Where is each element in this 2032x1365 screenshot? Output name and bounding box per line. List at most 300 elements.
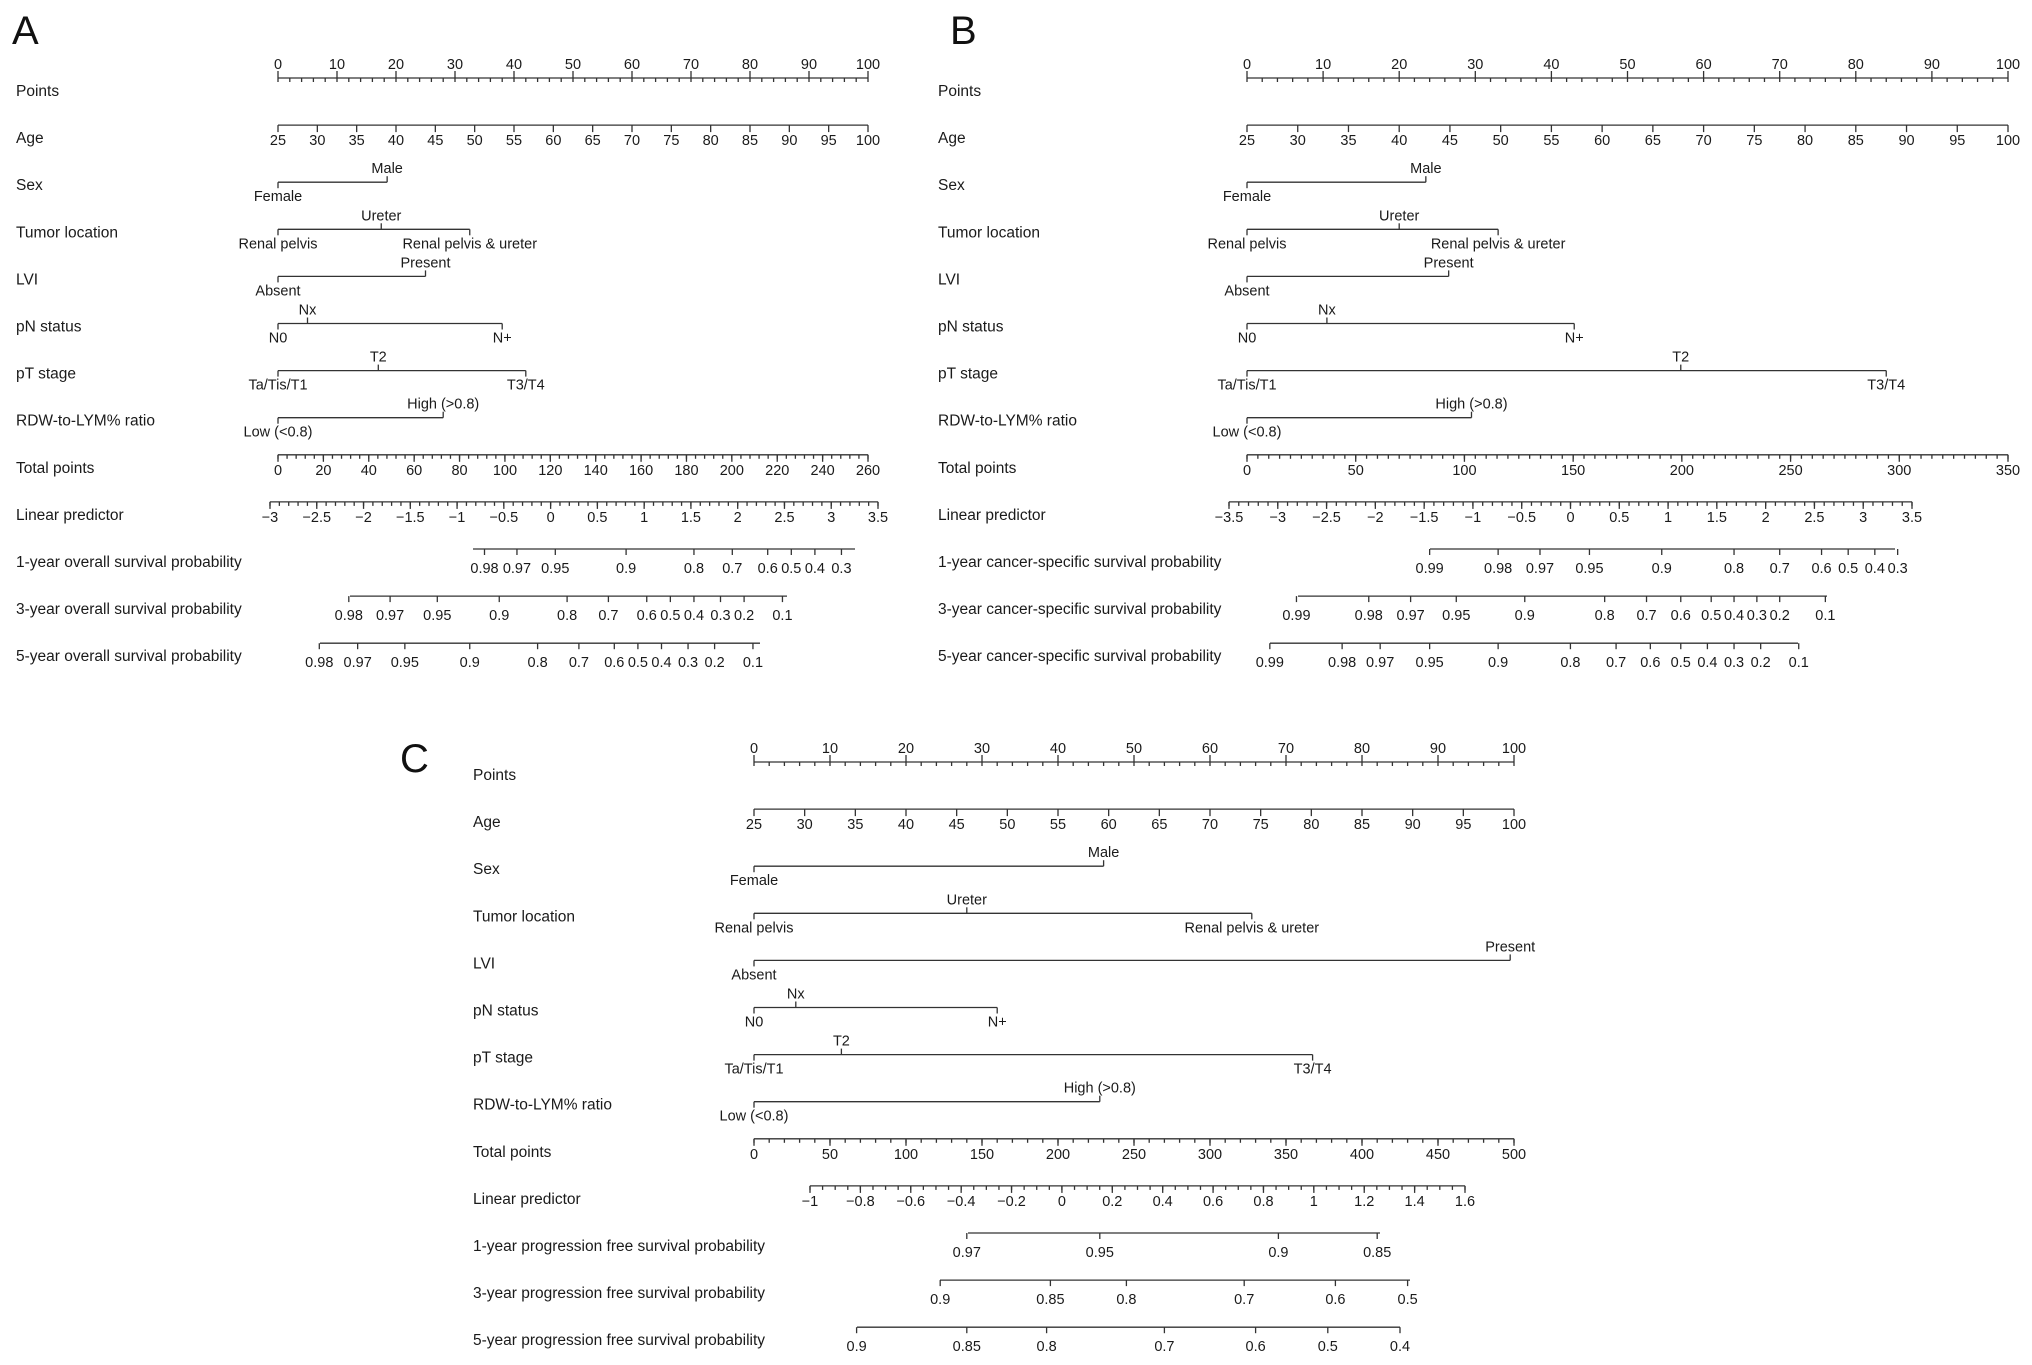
tick-label: 200 <box>1045 1146 1071 1163</box>
tick-label: 3 <box>1859 509 1868 526</box>
category-label: Absent <box>1224 283 1270 300</box>
panel-letter: C <box>400 737 429 781</box>
category-label: High (>0.8) <box>1435 396 1508 413</box>
probability-label: 0.95 <box>390 655 419 672</box>
row-label: Points <box>473 767 517 784</box>
probability-label: 0.85 <box>952 1339 981 1356</box>
row-5-year-cancer-specific-survival-probability <box>938 643 1809 671</box>
row-label: 3-year cancer-specific survival probability <box>938 601 1222 619</box>
row-pt-stage <box>473 1034 1332 1078</box>
tick-label: 35 <box>1340 133 1357 150</box>
tick-label: −2 <box>1367 509 1384 526</box>
row-label: pT stage <box>16 365 77 383</box>
probability-label: 0.95 <box>1442 608 1471 625</box>
tick-label: 60 <box>406 462 423 479</box>
tick-label: 60 <box>623 57 641 73</box>
tick-label: 350 <box>1995 462 2021 479</box>
tick-label: 20 <box>1391 57 1408 73</box>
category-label: T2 <box>832 1033 850 1050</box>
row-5-year-overall-survival-probability <box>16 643 763 671</box>
tick-label: 0 <box>546 509 555 526</box>
tick-label: 100 <box>1995 57 2021 73</box>
tick-label: 70 <box>1695 133 1712 150</box>
probability-label: 0.8 <box>1116 1292 1137 1309</box>
row-label: 5-year progression free survival probability <box>473 1332 766 1350</box>
row-label: LVI <box>938 271 961 289</box>
tick-label: −2.5 <box>302 509 332 526</box>
tick-label: 10 <box>821 741 839 757</box>
tick-label: −1 <box>1464 509 1482 526</box>
probability-label: 0.85 <box>1036 1292 1065 1309</box>
probability-label: 0.95 <box>1575 561 1604 577</box>
tick-label: 30 <box>309 133 326 150</box>
probability-label: 0.98 <box>334 608 363 625</box>
category-label: N+ <box>492 330 512 347</box>
probability-label: 0.8 <box>1560 655 1581 672</box>
row-label: Linear predictor <box>938 506 1046 524</box>
tick-label: 90 <box>781 133 798 150</box>
category-label: N0 <box>1237 330 1257 347</box>
tick-label: 180 <box>674 462 699 479</box>
tick-label: 2 <box>1761 509 1770 526</box>
probability-label: 0.6 <box>1670 608 1691 625</box>
row-label: 3-year progression free survival probability <box>473 1285 766 1303</box>
tick-label: 45 <box>1441 133 1459 150</box>
category-label: T2 <box>1672 349 1690 366</box>
tick-label: −0.8 <box>846 1193 875 1210</box>
probability-label: 0.9 <box>459 655 480 672</box>
tick-label: 20 <box>387 57 405 73</box>
tick-label: 55 <box>1543 133 1560 150</box>
tick-label: 10 <box>1315 57 1332 73</box>
panel-a <box>12 9 888 671</box>
tick-label: 500 <box>1501 1146 1527 1163</box>
category-label: N+ <box>1564 330 1584 347</box>
row-pn-status <box>938 303 1584 347</box>
row-label: Age <box>16 130 44 148</box>
row-label: Points <box>938 83 982 100</box>
tick-label: 95 <box>1455 817 1472 834</box>
tick-label: 40 <box>1543 57 1560 73</box>
row-3-year-overall-survival-probability <box>16 596 793 624</box>
probability-label: 0.98 <box>1354 608 1383 625</box>
tick-label: −0.5 <box>489 509 519 526</box>
probability-label: 0.9 <box>616 561 637 577</box>
probability-label: 0.97 <box>1366 655 1395 672</box>
row-total-points <box>938 455 2020 479</box>
row-age <box>473 809 1526 833</box>
row-linear-predictor <box>16 502 888 526</box>
tick-label: 80 <box>1847 57 1864 73</box>
tick-label: −0.5 <box>1507 509 1537 526</box>
probability-label: 0.8 <box>1723 561 1745 577</box>
probability-label: 0.5 <box>1317 1339 1338 1356</box>
row-1-year-cancer-specific-survival-probability <box>938 549 1908 577</box>
probability-label: 0.4 <box>683 608 705 625</box>
tick-label: 2 <box>733 509 742 526</box>
row-tumor-location <box>16 208 537 252</box>
tick-label: 1 <box>1309 1193 1318 1210</box>
tick-label: 70 <box>682 57 700 73</box>
category-label: Present <box>400 255 451 272</box>
tick-label: 50 <box>999 817 1016 834</box>
tick-label: −2.5 <box>1312 509 1341 526</box>
category-label: Absent <box>255 283 301 300</box>
tick-label: 70 <box>623 133 641 150</box>
tick-label: 1.4 <box>1404 1193 1425 1210</box>
tick-label: 30 <box>1467 57 1484 73</box>
probability-label: 0.6 <box>604 655 625 672</box>
tick-label: 160 <box>628 462 654 479</box>
tick-label: 95 <box>820 133 837 150</box>
tick-label: 65 <box>1151 817 1168 834</box>
tick-label: 260 <box>855 462 881 479</box>
tick-label: 80 <box>451 462 468 479</box>
tick-label: 90 <box>800 57 818 73</box>
category-label: Renal pelvis & ureter <box>1430 236 1566 253</box>
category-label: Ta/Tis/T1 <box>1217 377 1277 394</box>
category-label: Absent <box>731 967 777 984</box>
panel-letter: B <box>950 9 977 53</box>
tick-label: 200 <box>719 462 744 479</box>
row-rdw-to-lym-ratio <box>473 1081 1136 1125</box>
probability-label: 0.3 <box>831 561 852 577</box>
tick-label: 70 <box>1771 57 1788 73</box>
category-label: Female <box>1222 189 1272 206</box>
probability-label: 0.97 <box>502 561 532 577</box>
tick-label: 50 <box>466 133 483 150</box>
tick-label: 20 <box>897 741 915 757</box>
row-linear-predictor <box>473 1186 1475 1210</box>
probability-label: 0.99 <box>1282 608 1311 625</box>
tick-label: 45 <box>427 133 444 150</box>
tick-label: 80 <box>1796 133 1814 150</box>
tick-label: 300 <box>1197 1146 1223 1163</box>
category-label: Renal pelvis <box>238 236 318 253</box>
tick-label: 250 <box>1121 1146 1147 1163</box>
tick-label: 450 <box>1425 1146 1451 1163</box>
tick-label: 100 <box>1501 817 1527 834</box>
probability-label: 0.7 <box>598 608 619 625</box>
panel-letter: A <box>12 9 39 53</box>
tick-label: 0 <box>273 57 283 73</box>
tick-label: 60 <box>1100 817 1117 834</box>
category-label: Ureter <box>946 892 987 909</box>
probability-label: 0.8 <box>683 561 705 577</box>
probability-label: 0.4 <box>804 561 825 577</box>
probability-label: 0.7 <box>1636 608 1657 625</box>
probability-label: 0.4 <box>1864 561 1885 577</box>
tick-label: 100 <box>492 462 518 479</box>
row-label: Total points <box>938 459 1017 477</box>
tick-label: 250 <box>1778 462 1803 479</box>
probability-label: 0.95 <box>423 608 452 625</box>
tick-label: 0 <box>273 462 283 479</box>
tick-label: 35 <box>348 133 365 150</box>
tick-label: 50 <box>1347 462 1364 479</box>
row-label: Sex <box>473 861 500 879</box>
category-label: Renal pelvis & ureter <box>1184 920 1320 937</box>
probability-label: 0.8 <box>557 608 578 625</box>
tick-label: 10 <box>328 57 346 73</box>
row-label: 3-year overall survival probability <box>16 601 242 619</box>
tick-label: −0.6 <box>896 1193 926 1210</box>
tick-label: −1.5 <box>395 509 425 526</box>
row-label: Age <box>938 130 966 148</box>
row-label: Tumor location <box>16 224 118 242</box>
tick-label: 35 <box>847 817 864 834</box>
tick-label: 50 <box>1125 741 1143 757</box>
tick-label: 75 <box>1746 133 1763 150</box>
tick-label: 80 <box>702 133 719 150</box>
category-label: N0 <box>744 1014 764 1031</box>
tick-label: 0.5 <box>1609 509 1630 526</box>
tick-label: 3 <box>827 509 836 526</box>
row-label: pN status <box>16 318 82 336</box>
category-label: Renal pelvis <box>1207 236 1287 253</box>
tick-label: 60 <box>545 133 562 150</box>
tick-label: 40 <box>1049 741 1067 757</box>
category-label: N+ <box>987 1014 1007 1031</box>
tick-label: 40 <box>897 817 915 834</box>
row-pt-stage <box>938 350 1905 394</box>
category-label: Low (<0.8) <box>243 424 313 441</box>
probability-label: 0.5 <box>1670 655 1691 672</box>
tick-label: 75 <box>663 133 680 150</box>
row-points <box>473 741 1526 784</box>
tick-label: 30 <box>446 57 464 73</box>
row-1-year-progression-free-survival-probability <box>473 1233 1391 1261</box>
probability-label: 0.5 <box>660 608 681 625</box>
tick-label: 90 <box>1404 817 1421 834</box>
tick-label: 70 <box>1201 817 1219 834</box>
probability-label: 0.3 <box>710 608 731 625</box>
panel-c <box>400 737 1535 1355</box>
tick-label: 1.5 <box>1706 509 1727 526</box>
row-label: 1-year overall survival probability <box>16 554 242 571</box>
tick-label: 90 <box>1429 741 1447 757</box>
probability-label: 0.6 <box>636 608 657 625</box>
row-label: Linear predictor <box>16 506 124 524</box>
tick-label: 20 <box>315 462 332 479</box>
tick-label: −1 <box>448 509 466 526</box>
tick-label: 0.6 <box>1202 1193 1224 1210</box>
tick-label: −2 <box>355 509 372 526</box>
tick-label: −1 <box>801 1193 819 1210</box>
category-label: Nx <box>1318 302 1336 319</box>
row-label: RDW-to-LYM% ratio <box>938 412 1077 430</box>
tick-label: 0.5 <box>587 509 608 526</box>
probability-label: 0.6 <box>757 561 778 577</box>
tick-label: 240 <box>810 462 835 479</box>
probability-label: 0.99 <box>1415 561 1444 577</box>
tick-label: 120 <box>538 462 563 479</box>
tick-label: 100 <box>1501 741 1527 757</box>
row-label: Sex <box>16 177 43 195</box>
tick-label: 85 <box>741 133 759 150</box>
category-label: Ta/Tis/T1 <box>248 377 308 394</box>
probability-label: 0.6 <box>1245 1339 1266 1356</box>
category-label: Ureter <box>1379 208 1420 225</box>
tick-label: 60 <box>1695 57 1712 73</box>
row-label: pT stage <box>473 1049 534 1067</box>
tick-label: 100 <box>1452 462 1477 479</box>
tick-label: 140 <box>583 462 608 479</box>
tick-label: 0.2 <box>1102 1193 1123 1210</box>
panel-b <box>938 9 2020 671</box>
tick-label: 200 <box>1669 462 1694 479</box>
category-label: T2 <box>369 349 387 366</box>
probability-label: 0.5 <box>1838 561 1859 577</box>
probability-label: 0.4 <box>1697 655 1718 672</box>
category-label: Female <box>729 873 779 890</box>
probability-label: 0.95 <box>541 561 570 577</box>
row-label: RDW-to-LYM% ratio <box>16 412 155 430</box>
category-label: T3/T4 <box>1867 377 1906 394</box>
row-tumor-location <box>473 892 1319 936</box>
tick-label: 100 <box>855 133 881 150</box>
tick-label: 90 <box>1923 57 1940 73</box>
row-sex <box>938 161 1442 205</box>
tick-label: 2.5 <box>1804 509 1825 526</box>
tick-label: 0 <box>1242 462 1252 479</box>
probability-label: 0.95 <box>1415 655 1444 672</box>
row-sex <box>16 161 403 205</box>
tick-label: 150 <box>969 1146 995 1163</box>
probability-label: 0.3 <box>1746 608 1767 625</box>
tick-label: 50 <box>564 57 582 73</box>
tick-label: 85 <box>1353 817 1371 834</box>
probability-label: 0.4 <box>651 655 672 672</box>
probability-label: 0.98 <box>1484 561 1513 577</box>
row-5-year-progression-free-survival-probability <box>473 1327 1410 1355</box>
row-total-points <box>16 455 880 479</box>
row-pn-status <box>473 987 1007 1031</box>
category-label: High (>0.8) <box>1063 1080 1136 1097</box>
row-3-year-cancer-specific-survival-probability <box>938 596 1835 624</box>
category-label: Female <box>253 189 303 206</box>
probability-label: 0.4 <box>1389 1339 1411 1356</box>
probability-label: 0.9 <box>930 1292 951 1309</box>
category-label: Present <box>1423 255 1474 272</box>
tick-label: 100 <box>893 1146 919 1163</box>
row-label: pN status <box>473 1002 539 1020</box>
row-lvi <box>16 255 450 299</box>
probability-label: 0.9 <box>1488 655 1509 672</box>
row-lvi <box>473 939 1535 983</box>
row-label: Age <box>473 814 501 832</box>
tick-label: 30 <box>796 817 813 834</box>
tick-label: 400 <box>1349 1146 1375 1163</box>
category-label: Male <box>371 161 403 178</box>
tick-label: 85 <box>1847 133 1864 150</box>
probability-label: 0.97 <box>1525 561 1555 577</box>
row-label: Total points <box>473 1143 552 1161</box>
probability-label: 0.97 <box>952 1245 981 1261</box>
tick-label: 1 <box>1664 509 1673 526</box>
tick-label: 95 <box>1949 133 1966 150</box>
probability-label: 0.5 <box>1701 608 1722 625</box>
category-label: Renal pelvis <box>714 920 794 937</box>
probability-label: 0.95 <box>1085 1245 1114 1261</box>
probability-label: 0.98 <box>305 655 334 672</box>
tick-label: 0.4 <box>1152 1193 1173 1210</box>
probability-label: 0.8 <box>1036 1339 1057 1356</box>
category-label: Present <box>1485 939 1536 956</box>
tick-label: 75 <box>1252 817 1269 834</box>
tick-label: 65 <box>1644 133 1661 150</box>
row-label: LVI <box>16 271 39 289</box>
probability-label: 0.97 <box>1396 608 1425 625</box>
tick-label: 40 <box>505 57 523 73</box>
probability-label: 0.3 <box>1723 655 1745 672</box>
row-label: Tumor location <box>473 908 575 926</box>
probability-label: 0.97 <box>343 655 372 672</box>
probability-label: 0.9 <box>846 1339 867 1356</box>
tick-label: 25 <box>1238 133 1256 150</box>
tick-label: 0 <box>1242 57 1252 73</box>
tick-label: 2.5 <box>774 509 795 526</box>
row-label: RDW-to-LYM% ratio <box>473 1096 612 1114</box>
probability-label: 0.4 <box>1723 608 1745 625</box>
probability-label: 0.99 <box>1255 655 1284 672</box>
probability-label: 0.8 <box>1594 608 1615 625</box>
row-label: 1-year progression free survival probability <box>473 1238 766 1255</box>
row-pt-stage <box>16 350 545 394</box>
tick-label: 65 <box>584 133 601 150</box>
tick-label: −0.4 <box>946 1193 976 1210</box>
tick-label: 55 <box>505 133 523 150</box>
tick-label: 55 <box>1049 817 1067 834</box>
probability-label: 0.3 <box>1887 561 1908 577</box>
category-label: T3/T4 <box>1293 1061 1332 1078</box>
row-3-year-progression-free-survival-probability <box>473 1280 1418 1308</box>
tick-label: 1 <box>640 509 649 526</box>
tick-label: 0 <box>749 1146 759 1163</box>
tick-label: 0 <box>1566 509 1575 526</box>
probability-label: 0.2 <box>704 655 725 672</box>
category-label: High (>0.8) <box>407 396 480 413</box>
category-label: Nx <box>298 302 317 319</box>
tick-label: 50 <box>1619 57 1636 73</box>
probability-label: 0.7 <box>568 655 589 672</box>
tick-label: 40 <box>360 462 377 479</box>
tick-label: −3 <box>261 509 279 526</box>
category-label: N0 <box>268 330 288 347</box>
probability-label: 0.1 <box>742 655 764 672</box>
probability-label: 0.6 <box>1640 655 1661 672</box>
row-points <box>938 57 2020 100</box>
row-age <box>16 125 880 149</box>
probability-label: 0.9 <box>1514 608 1535 625</box>
row-pn-status <box>16 303 512 347</box>
probability-label: 0.3 <box>677 655 699 672</box>
category-label: Nx <box>786 986 805 1003</box>
tick-label: 1.5 <box>680 509 702 526</box>
row-label: 5-year cancer-specific survival probability <box>938 648 1222 666</box>
row-linear-predictor <box>938 502 1922 526</box>
tick-label: 80 <box>741 57 759 73</box>
tick-label: 40 <box>387 133 405 150</box>
probability-label: 0.1 <box>772 608 793 625</box>
probability-label: 0.6 <box>1811 561 1832 577</box>
probability-label: 0.5 <box>1397 1292 1418 1309</box>
probability-label: 0.2 <box>1769 608 1790 625</box>
row-lvi <box>938 255 1474 299</box>
probability-label: 0.9 <box>489 608 510 625</box>
tick-label: 220 <box>765 462 790 479</box>
row-label: Points <box>16 83 60 100</box>
